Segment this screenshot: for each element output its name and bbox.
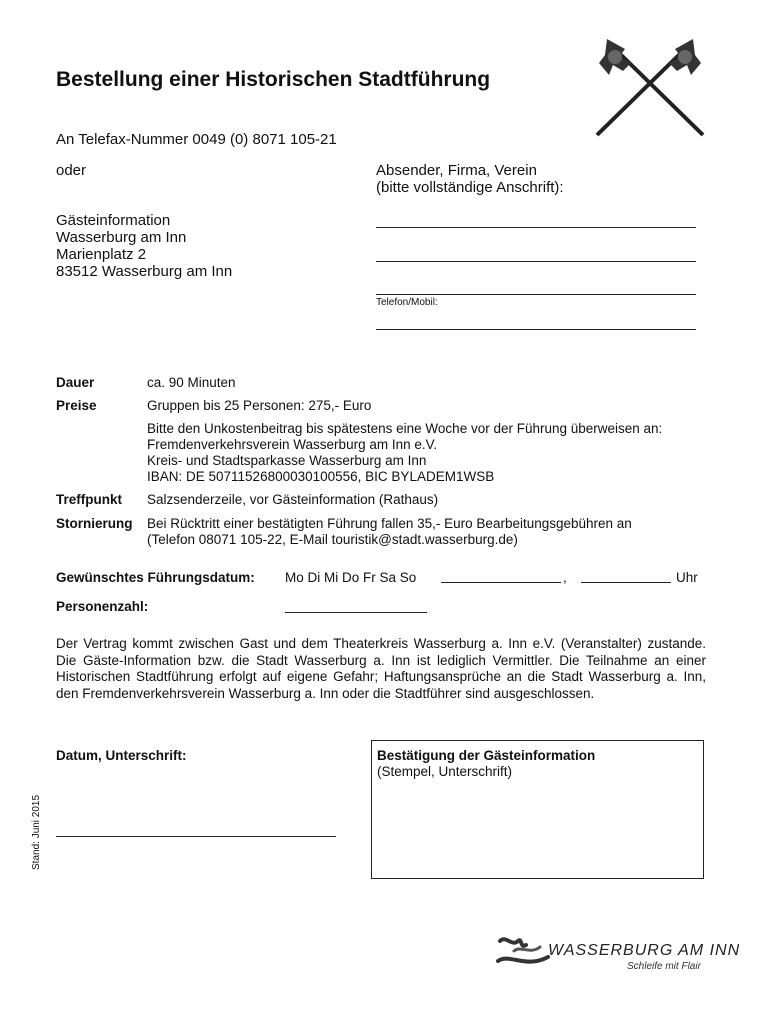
phone-line[interactable] — [376, 329, 696, 330]
weekday-options[interactable]: Mo Di Mi Do Fr Sa So — [285, 570, 417, 585]
treffpunkt-value: Salzsenderzeile, vor Gästeinformation (Rathaus) — [147, 492, 439, 507]
treffpunkt-label: Treffpunkt — [56, 492, 122, 507]
storno-line: (Telefon 08071 105-22, E-Mail touristik@stadt.wasserburg.de) — [147, 532, 518, 547]
contract-text: Der Vertrag kommt zwischen Gast und dem Theaterkreis Wasserburg a. Inn e.V. (Veranstalter) zustande. Die Gäste-Information bzw. die Stadt Wasserburg a. Inn ist lediglich Vermittler. Die Teilnahme an einer Historischen Stadtführung erfolgt auf eigene Gefahr; Haftungsansprüche an die Stadt Wasserburg a. Inn, den Fremdenverkehrsverein Wasserburg a. Inn oder die Stadtführer sind ausgeschlossen. — [56, 636, 706, 701]
preise-value: Gruppen bis 25 Personen: 275,- Euro — [147, 398, 372, 413]
logo-tagline: Schleife mit Flair — [627, 961, 701, 972]
uhr-label: Uhr — [676, 570, 698, 585]
logo-name: WASSERBURG AM INN — [548, 942, 741, 959]
page-title: Bestellung einer Historischen Stadtführung — [56, 68, 491, 91]
dauer-label: Dauer — [56, 375, 95, 390]
sender-address-line-1[interactable] — [376, 227, 696, 228]
payment-line: IBAN: DE 50711526800030100556, BIC BYLADEM1WSB — [147, 469, 495, 484]
sender-label: Absender, Firma, Verein — [376, 162, 537, 179]
signature-label: Datum, Unterschrift: — [56, 748, 187, 763]
payment-line: Bitte den Unkostenbeitrag bis spätestens eine Woche vor der Führung überweisen an: — [147, 421, 663, 436]
signature-line[interactable] — [56, 836, 336, 837]
telefax-line: An Telefax-Nummer 0049 (0) 8071 105-21 — [56, 131, 337, 148]
phone-label: Telefon/Mobil: — [376, 297, 438, 308]
persons-label: Personenzahl: — [56, 599, 149, 614]
wasserburg-logo-icon — [496, 933, 554, 973]
persons-field[interactable] — [285, 612, 427, 613]
date-comma: , — [563, 570, 567, 585]
recipient-line: Gästeinformation — [56, 212, 171, 229]
date-field[interactable] — [441, 582, 561, 583]
recipient-line: Wasserburg am Inn — [56, 229, 187, 246]
storno-label: Stornierung — [56, 516, 133, 531]
preise-label: Preise — [56, 398, 97, 413]
date-label: Gewünschtes Führungsdatum: — [56, 570, 255, 585]
sender-address-line-3[interactable] — [376, 294, 696, 295]
stand-date: Stand: Juni 2015 — [31, 794, 42, 870]
payment-line: Fremdenverkehrsverein Wasserburg am Inn e.V. — [147, 437, 438, 452]
crossed-halberds-icon — [585, 35, 715, 140]
payment-line: Kreis- und Stadtsparkasse Wasserburg am Inn — [147, 453, 427, 468]
dauer-value: ca. 90 Minuten — [147, 375, 236, 390]
confirmation-subtitle: (Stempel, Unterschrift) — [377, 764, 513, 779]
sender-label-hint: (bitte vollständige Anschrift): — [376, 179, 564, 196]
time-field[interactable] — [581, 582, 671, 583]
recipient-line: Marienplatz 2 — [56, 246, 147, 263]
sender-address-line-2[interactable] — [376, 261, 696, 262]
confirmation-title: Bestätigung der Gästeinformation — [377, 748, 596, 763]
recipient-line: 83512 Wasserburg am Inn — [56, 263, 233, 280]
storno-line: Bei Rücktritt einer bestätigten Führung fallen 35,- Euro Bearbeitungsgebühren an — [147, 516, 632, 531]
oder-text: oder — [56, 162, 87, 179]
